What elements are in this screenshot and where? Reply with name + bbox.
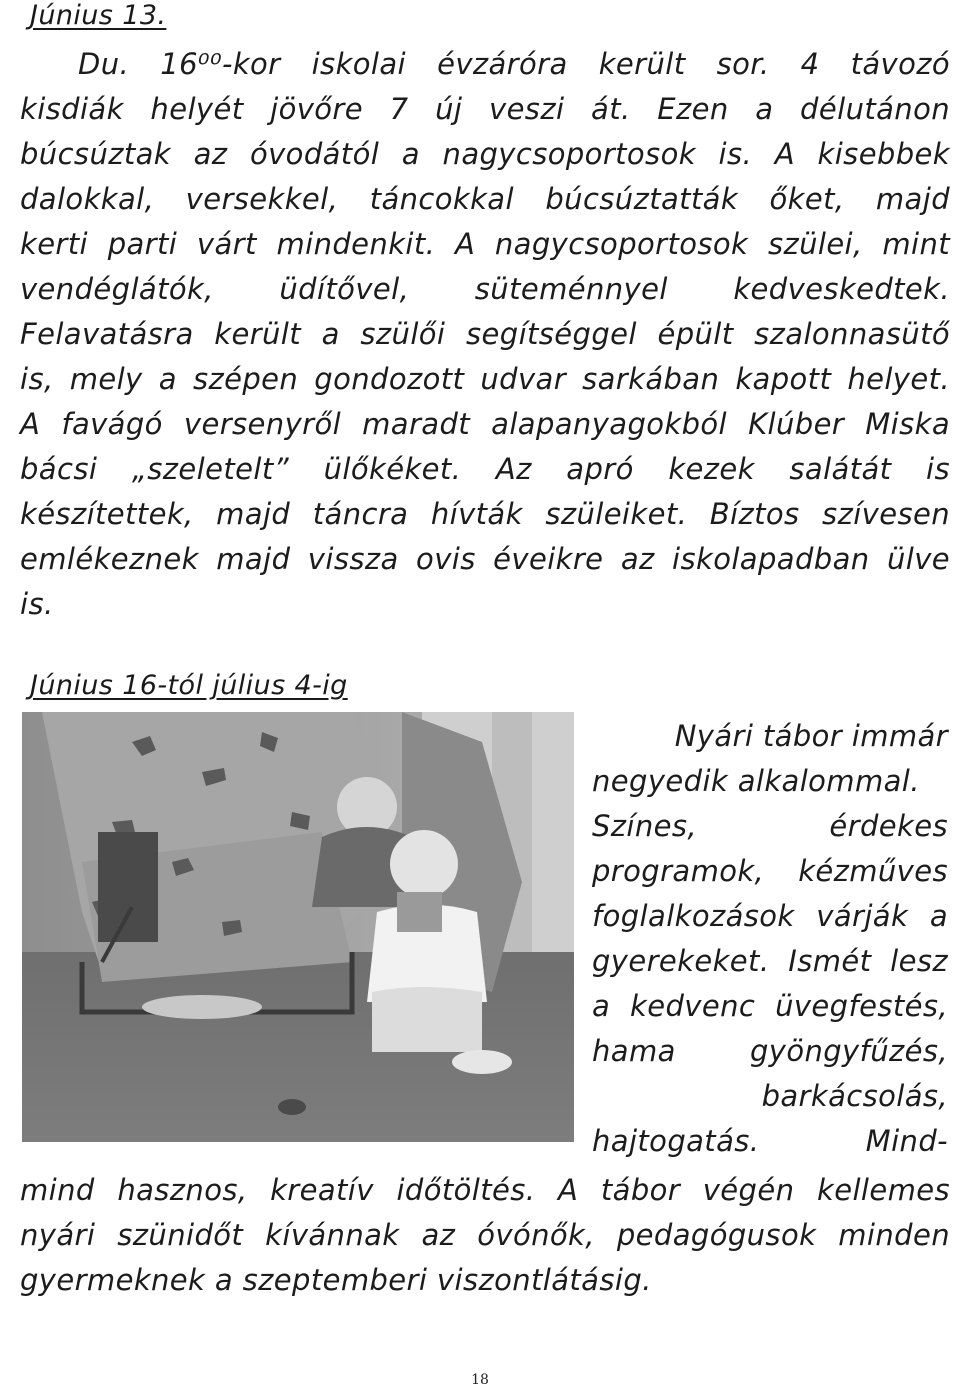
photo-children-in-tent: [22, 712, 574, 1142]
paragraph-camp-closing: [20, 1168, 950, 1303]
page-number: 18: [471, 1372, 489, 1388]
text-line: búcsúztak az óvodától a nagycsoportosok is. A kisebbek: [20, 137, 950, 171]
text-line: bácsi „szeletelt” ülőkéket. Az apró kezek salátát is: [20, 452, 950, 486]
text-line: vendéglátók, üdítővel, süteménnyel kedveskedtek.: [20, 272, 950, 306]
text-line: hama gyöngyfűzés,: [592, 1034, 948, 1068]
text-line: kerti parti várt mindenkit. A nagycsoportosok szülei, mint: [20, 227, 950, 261]
text-line: is, mely a szépen gondozott udvar sarkában kapott helyet.: [20, 362, 950, 396]
text-line: negyedik alkalommal.: [592, 764, 920, 798]
text-line: dalokkal, versekkel, táncokkal búcsúztatták őket, majd: [20, 182, 950, 216]
text-line: kisdiák helyét jövőre 7 új veszi át. Ezen a délutánon: [20, 92, 950, 126]
paragraph-school-closing: [20, 42, 950, 627]
text-line: is.: [20, 587, 54, 621]
text-line: barkácsolás,: [761, 1079, 948, 1113]
text-line: Nyári tábor immár: [674, 719, 948, 753]
section-heading-june-13: Június 13.: [30, 0, 167, 31]
text-line: nyári szünidőt kívánnak az óvónők, pedagógusok minden: [20, 1218, 950, 1252]
text-line: emlékeznek majd vissza ovis éveikre az iskolapadban ülve: [20, 542, 950, 576]
text-line: gyerekeket. Ismét lesz: [592, 944, 948, 978]
camp-description-column: [592, 714, 948, 1164]
text-line: hajtogatás. Mind-: [592, 1124, 948, 1158]
text-line: Felavatásra került a szülői segítséggel épült szalonnasütő: [20, 317, 950, 351]
text-line: Du. 16⁰⁰-kor iskolai évzáróra került sor. 4 távozó: [78, 47, 950, 81]
text-line: A favágó versenyről maradt alapanyagokból Klúber Miska: [20, 407, 950, 441]
text-line: gyermeknek a szeptemberi viszontlátásig.: [20, 1263, 652, 1297]
text-line: Színes, érdekes: [592, 809, 948, 843]
section-heading-summer-camp: Június 16-tól július 4-ig: [30, 670, 348, 701]
text-line: programok, kézműves: [592, 854, 948, 888]
text-line: a kedvenc üvegfestés,: [592, 989, 948, 1023]
text-line: készítettek, majd táncra hívták szüleiket. Bíztos szívesen: [20, 497, 950, 531]
text-line: foglalkozások várják a: [592, 899, 948, 933]
text-line: mind hasznos, kreatív időtöltés. A tábor végén kellemes: [20, 1173, 950, 1207]
